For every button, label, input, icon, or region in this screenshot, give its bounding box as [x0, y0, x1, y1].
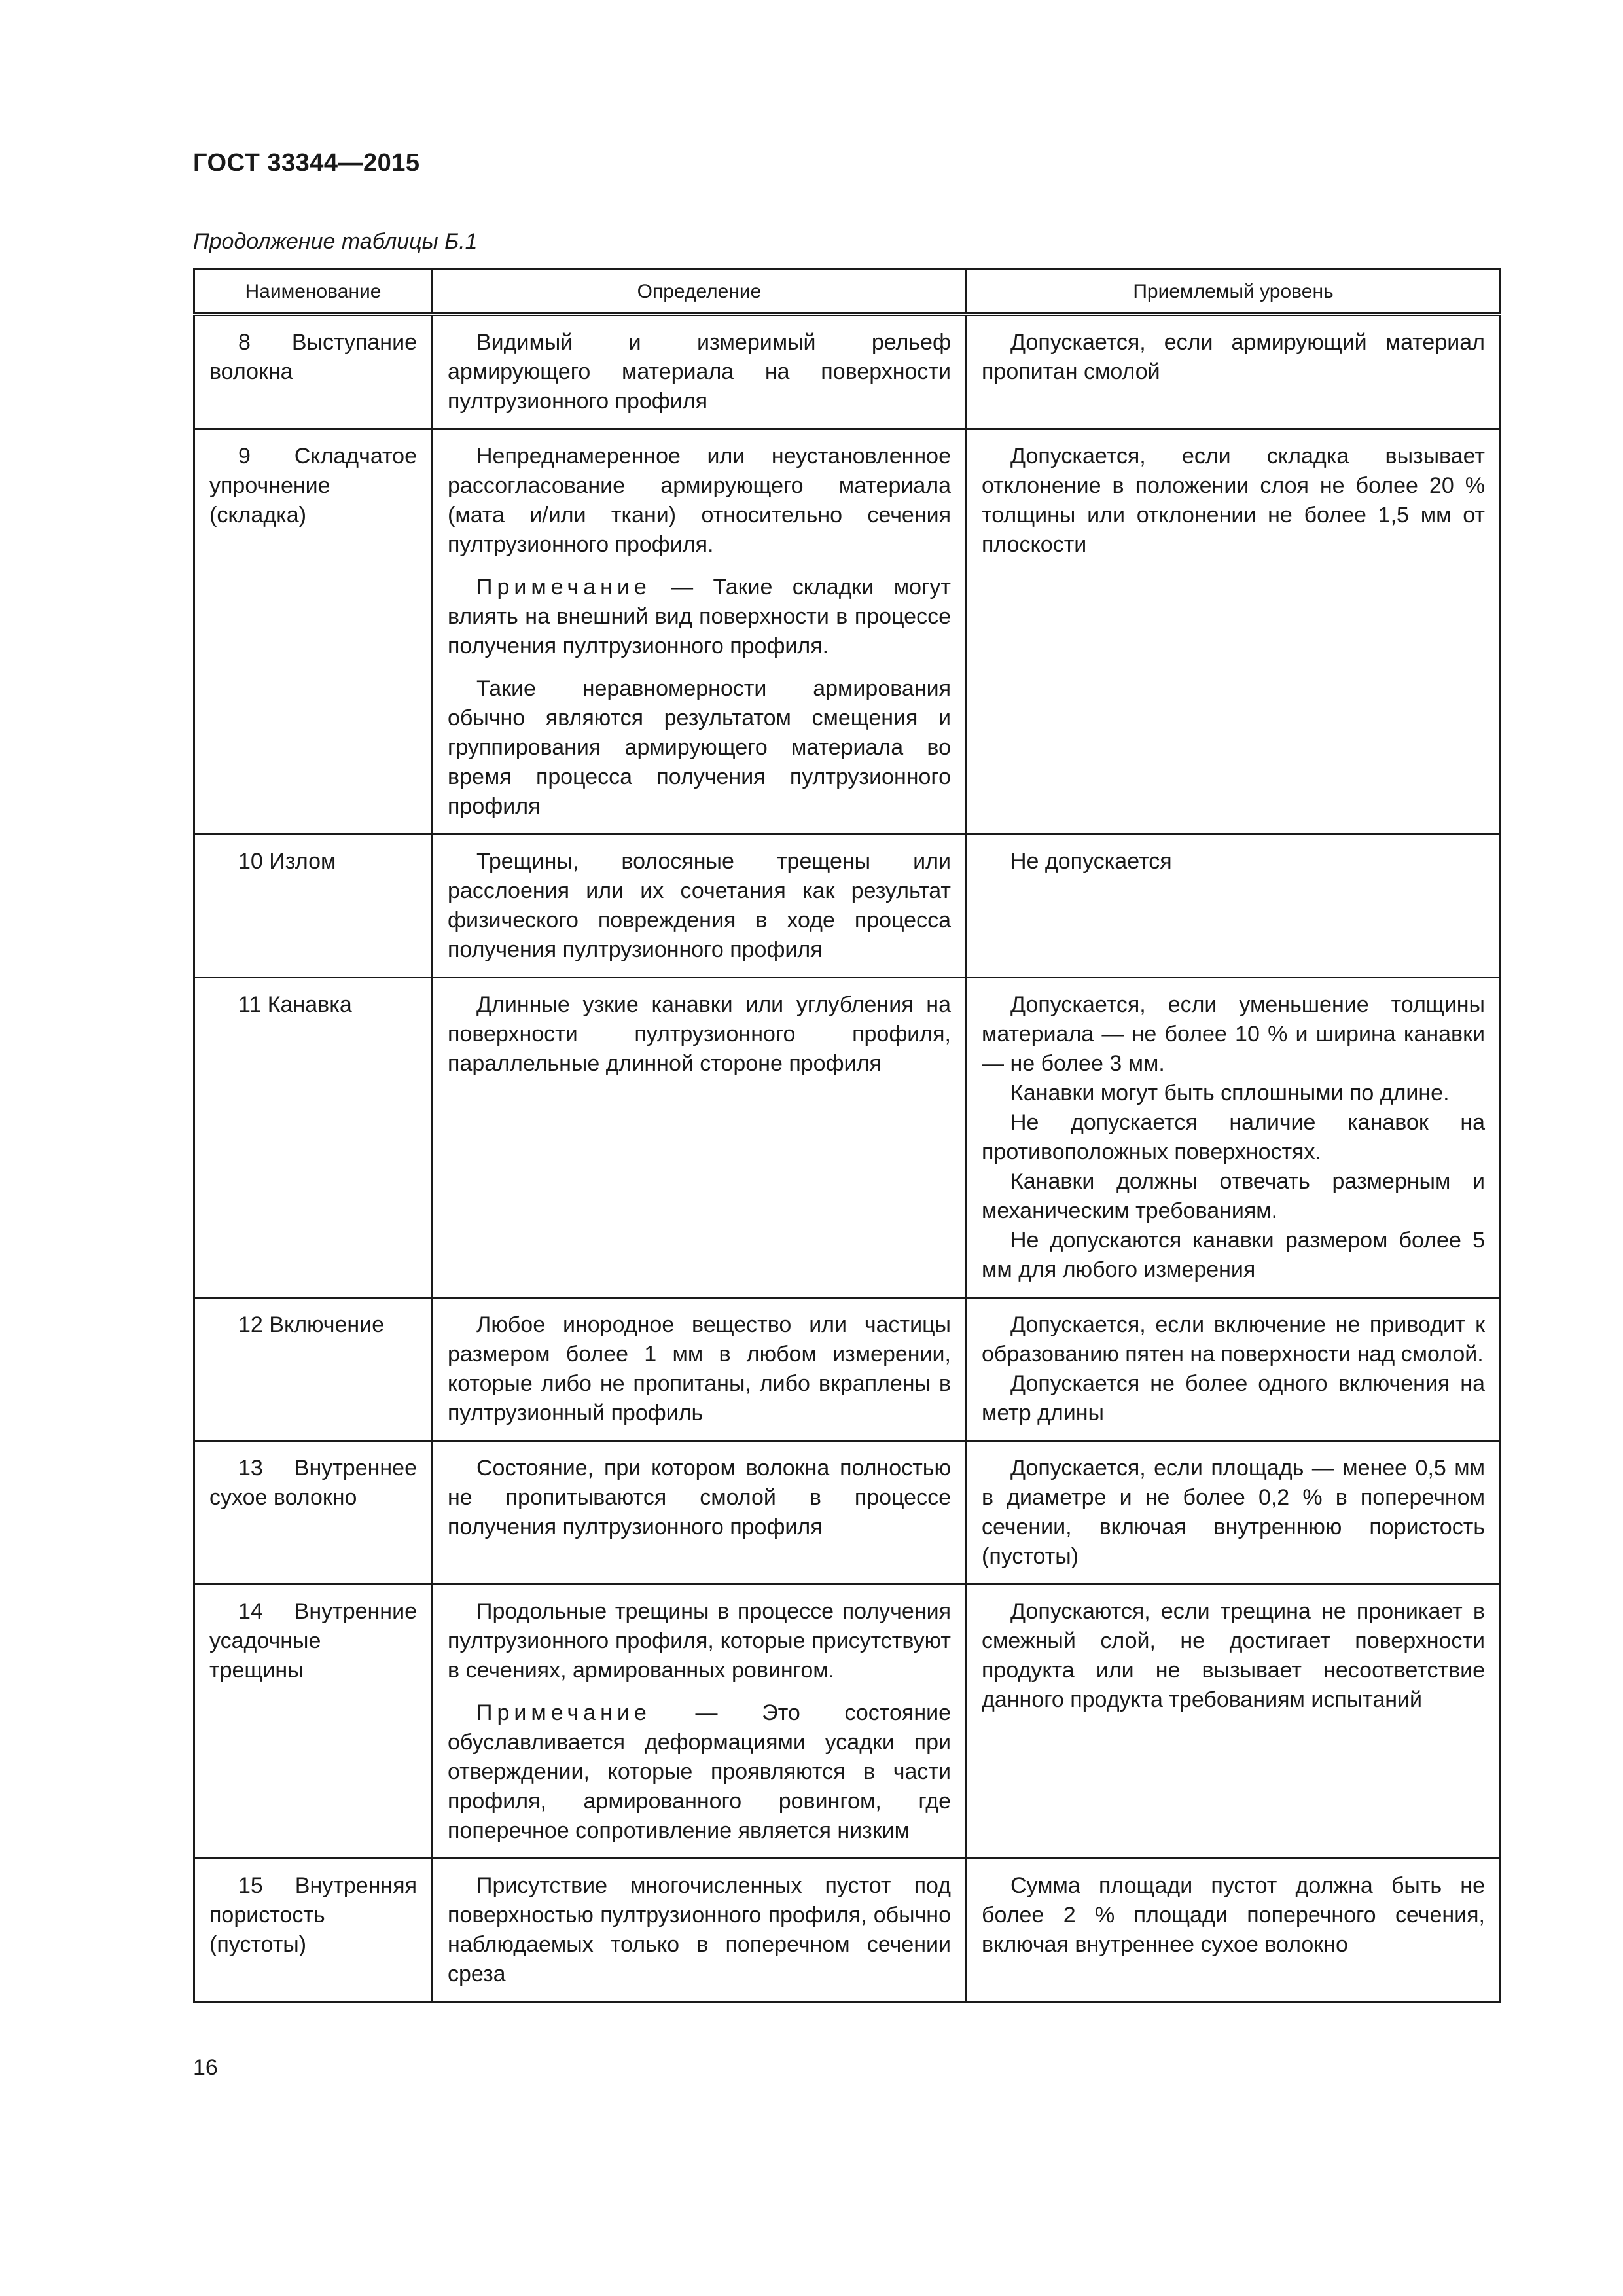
row-definition-cell — [433, 1298, 967, 1441]
row-name: 15 Внутренняя пористость (пустоты) — [209, 1873, 417, 1957]
acceptable-text: Допускается, если складка вызывает отклонение в положении слоя не более 20 % толщины или отклонении не более 1,5 мм от плоскости — [982, 444, 1485, 557]
row-definition-cell — [433, 1585, 967, 1859]
table-row — [194, 1298, 1501, 1441]
row-definition-cell — [433, 1859, 967, 2002]
acceptable-text: Канавки могут быть сплошными по длине. — [1010, 1081, 1450, 1105]
row-acceptable-cell — [967, 1859, 1501, 2002]
row-name-cell — [194, 1585, 433, 1859]
acceptable-text: Не допускаются канавки размером более 5 мм для любого измерения — [982, 1228, 1485, 1282]
acceptable-text: Канавки должны отвечать размерным и механическим требованиям. — [982, 1169, 1485, 1223]
table-row — [194, 429, 1501, 834]
row-acceptable-cell — [967, 1585, 1501, 1859]
definition-text: Состояние, при котором волокна полностью не пропитываются смолой в процессе получения пултрузионного профиля — [448, 1456, 951, 1539]
row-acceptable-cell — [967, 429, 1501, 834]
acceptable-text: Допускается, если уменьшение толщины материала — не более 10 % и ширина канавки — не более 3 мм. — [982, 992, 1485, 1076]
row-acceptable-cell — [967, 834, 1501, 978]
table-header-row — [194, 270, 1501, 315]
standard-header: ГОСТ 33344—2015 — [193, 149, 420, 177]
note-label: Примечание — [476, 575, 651, 600]
row-acceptable-cell — [967, 978, 1501, 1298]
table-row — [194, 1441, 1501, 1585]
page-number: 16 — [193, 2055, 218, 2080]
definition-text: Непреднамеренное или неустановленное рассогласование армирующего материала (мата и/или ткани) относительно сечения пултрузионного профиля. — [448, 444, 951, 557]
table-row — [194, 1585, 1501, 1859]
definition-extra-text: Такие неравномерности армирования обычно являются результатом смещения и группирования армирующего материала во время процесса получения пултрузионного профиля — [448, 676, 951, 819]
acceptable-text: Не допускается наличие канавок на противоположных поверхностях. — [982, 1110, 1485, 1164]
row-name: 10 Излом — [238, 849, 336, 874]
row-name-cell — [194, 1441, 433, 1585]
acceptable-text: Допускается, если включение не приводит к образованию пятен на поверхности над смолой. — [982, 1312, 1485, 1367]
row-definition-cell — [433, 834, 967, 978]
column-header-definition: Определение — [433, 270, 967, 315]
row-name: 9 Складчатое упрочнение (складка) — [209, 444, 417, 528]
row-definition-cell — [433, 978, 967, 1298]
row-name-cell — [194, 1298, 433, 1441]
row-acceptable-cell — [967, 1298, 1501, 1441]
row-name: 14 Внутренние усадочные трещины — [209, 1599, 417, 1683]
row-name: 8 Выступание волокна — [209, 330, 417, 384]
acceptable-text: Допускается, если армирующий материал пропитан смолой — [982, 330, 1485, 384]
note-text: — Такие складки могут влиять на внешний вид поверхности в процессе получения пултрузионного профиля. — [448, 575, 951, 658]
table-caption: Продолжение таблицы Б.1 — [193, 229, 478, 254]
row-name-cell — [194, 314, 433, 429]
note-label: Примечание — [476, 1700, 651, 1725]
definition-text: Длинные узкие канавки или углубления на поверхности пултрузионного профиля, параллельные длинной стороне профиля — [448, 992, 951, 1076]
note-paragraph — [448, 573, 951, 661]
table-row — [194, 1859, 1501, 2002]
row-name-cell — [194, 1859, 433, 2002]
row-acceptable-cell — [967, 314, 1501, 429]
table-row — [194, 978, 1501, 1298]
row-definition-cell — [433, 429, 967, 834]
note-text: — Это состояние обуславливается деформациями усадки при отверждении, которые проявляются в части профиля, армированного ровингом, где поперечное сопротивление является низким — [448, 1700, 951, 1843]
acceptable-text: Сумма площади пустот должна быть не более 2 % площади поперечного сечения, включая внутреннее сухое волокно — [982, 1873, 1485, 1957]
note-paragraph — [448, 1698, 951, 1846]
row-definition-cell — [433, 1441, 967, 1585]
table-row — [194, 834, 1501, 978]
row-name-cell — [194, 429, 433, 834]
definition-text: Любое инородное вещество или частицы размером более 1 мм в любом измерении, которые либо не пропитаны, либо вкраплены в пултрузионный профиль — [448, 1312, 951, 1426]
table-body — [194, 314, 1501, 2002]
column-header-acceptable: Приемлемый уровень — [967, 270, 1501, 315]
row-acceptable-cell — [967, 1441, 1501, 1585]
row-name-cell — [194, 834, 433, 978]
row-name: 12 Включение — [238, 1312, 385, 1337]
acceptable-text: Допускается не более одного включения на метр длины — [982, 1371, 1485, 1426]
acceptable-text: Допускаются, если трещина не проникает в смежный слой, не достигает поверхности продукта или не вызывает несоответствие данного продукта требованиям испытаний — [982, 1599, 1485, 1712]
row-name: 11 Канавка — [238, 992, 352, 1017]
definition-text: Присутствие многочисленных пустот под поверхностью пултрузионного профиля, обычно наблюдаемых только в поперечном сечении среза — [448, 1873, 951, 1986]
acceptable-text: Допускается, если площадь — менее 0,5 мм в диаметре и не более 0,2 % в поперечном сечении, включая внутреннюю пористость (пустоты) — [982, 1456, 1485, 1569]
row-name: 13 Внутреннее сухое волокно — [209, 1456, 417, 1510]
column-header-name: Наименование — [194, 270, 433, 315]
definition-text: Видимый и измеримый рельеф армирующего материала на поверхности пултрузионного профиля — [448, 330, 951, 414]
definition-text: Трещины, волосяные трещены или расслоения или их сочетания как результат физического повреждения в ходе процесса получения пултрузионного профиля — [448, 849, 951, 962]
table-row — [194, 314, 1501, 429]
row-definition-cell — [433, 314, 967, 429]
definition-text: Продольные трещины в процессе получения пултрузионного профиля, которые присутствуют в сечениях, армированных ровингом. — [448, 1599, 951, 1683]
definitions-table — [193, 268, 1501, 2003]
row-name-cell — [194, 978, 433, 1298]
acceptable-text: Не допускается — [1010, 849, 1172, 874]
